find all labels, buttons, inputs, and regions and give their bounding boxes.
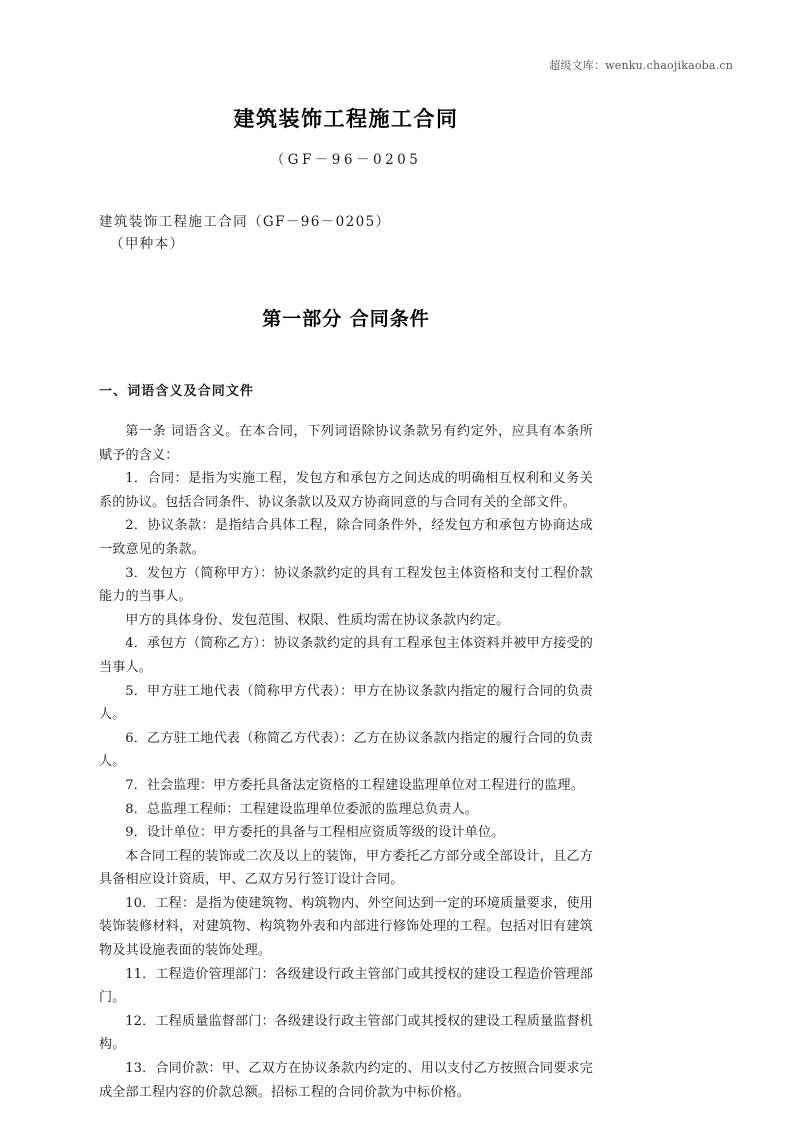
page-title: 建筑装饰工程施工合同: [233, 107, 459, 131]
document-content: [99, 0, 593, 1104]
document-code-subtitle: （GF－96－0205: [270, 152, 422, 168]
paragraph: 13．合同价款：甲、乙双方在协议条款内约定的、用以支付乙方按照合同要求完成全部工程内容的价款总额。招标工程的合同价款为中标价格。: [99, 1061, 593, 1100]
paragraph: 7．社会监理：甲方委托具备法定资格的工程建设监理单位对工程进行的监理。: [125, 777, 584, 793]
meta-full-title: 建筑装饰工程施工合同（GF－96－0205）: [99, 214, 391, 230]
section-heading: 一、词语含义及合同文件: [99, 384, 255, 399]
paragraph: 8．总监理工程师：工程建设监理单位委派的监理总负责人。: [125, 801, 479, 817]
header-watermark: 超级文库：wenku.chaojikaoba.cn: [549, 59, 733, 72]
paragraph: 12．工程质量监督部门：各级建设行政主管部门或其授权的建设工程质量监督机构。: [99, 1013, 593, 1053]
paragraph: 11．工程造价管理部门：各级建设行政主管部门或其授权的建设工程造价管理部门。: [99, 966, 593, 1006]
paragraph: 1．合同：是指为实施工程，发包方和承包方之间达成的明确相互权利和义务关系的协议。包括合同条件、协议条款以及双方协商同意的与合同有关的全部文件。: [99, 471, 593, 510]
paragraph: 3．发包方（简称甲方）：协议条款约定的具有工程发包主体资格和支付工程价款能力的当事人。: [99, 565, 593, 605]
paragraph: 4．承包方（简称乙方）：协议条款约定的具有工程承包主体资料并被甲方接受的当事人。: [99, 636, 593, 675]
body-paragraphs: [99, 399, 593, 1104]
paragraph: 10．工程：是指为使建筑物、构筑物内、外空间达到一定的环境质量要求，使用装饰装修材料，对建筑物、构筑物外表和内部进行修饰处理的工程。包括对旧有建筑物及其设施表面的装饰处理。: [99, 895, 593, 959]
paragraph: 5．甲方驻工地代表（简称甲方代表）：甲方在协议条款内指定的履行合同的负责人。: [99, 683, 593, 723]
document-meta: [99, 168, 593, 255]
paragraph: 6．乙方驻工地代表（称简乙方代表）：乙方在协议条款内指定的履行合同的负责人。: [99, 730, 593, 770]
paragraph: 第一条 词语含义。在本合同，下列词语除协议条款另有约定外，应具有本条所赋予的含义：: [99, 424, 593, 463]
paragraph: 甲方的具体身份、发包范围、权限、性质均需在协议条款内约定。: [125, 612, 510, 628]
paragraph: 本合同工程的装饰或二次及以上的装饰，甲方委托乙方部分或全部设计，且乙方具备相应设计资质，甲、乙双方另行签订设计合同。: [99, 848, 593, 888]
paragraph: 2．协议条款：是指结合具体工程，除合同条件外，经发包方和承包方协商达成一致意见的条款。: [99, 518, 593, 557]
part-heading: 第一部分 合同条件: [262, 308, 430, 330]
meta-version: （甲种本）: [110, 236, 185, 252]
paragraph: 9．设计单位：甲方委托的具备与工程相应资质等级的设计单位。: [125, 825, 505, 841]
